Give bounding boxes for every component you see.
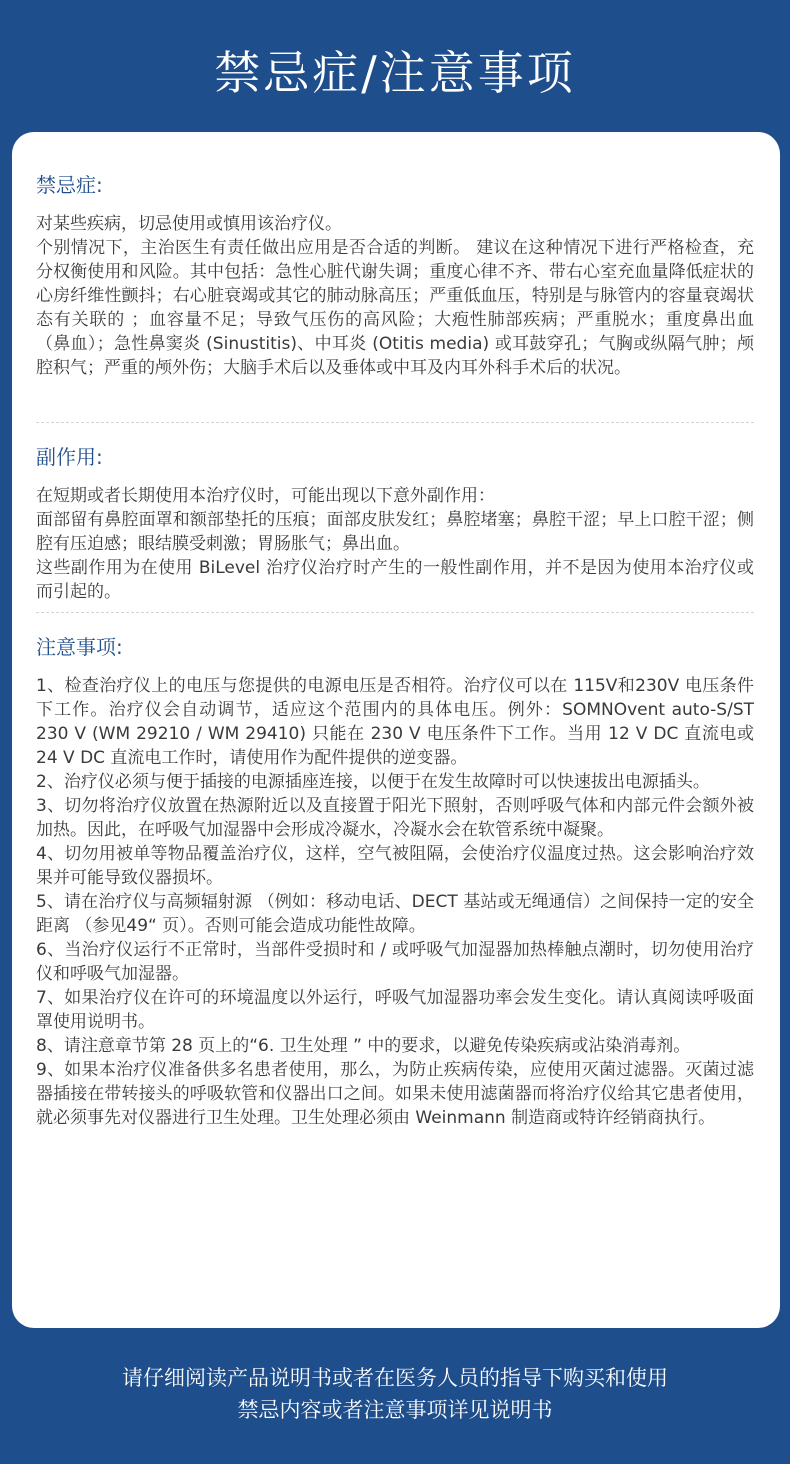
footer-note [0, 1362, 790, 1426]
footer-line: 请仔细阅读产品说明书或者在医务人员的指导下购买和使用 [122, 1366, 668, 1390]
precaution-item: 1、检查治疗仪上的电压与您提供的电源电压是否相符。治疗仪可以在 115V和230V 电压条件下工作。治疗仪会自动调节，适应这个范围内的具体电压。例外：SOMNOvent auto-S/ST 230 V (WM 29210 / WM 29410) 只能在 230 V 电压条件下工作。当用 12 V DC 直流电或 24 V DC 直流电工作时，请使用作为配件提供的逆变器。 [36, 676, 754, 768]
contraindications-title: 禁忌症: [36, 173, 103, 197]
side-effects-paragraph: 面部留有鼻腔面罩和额部垫托的压痕；面部皮肤发红；鼻腔堵塞；鼻腔干涩；早上口腔干涩；侧腔有压迫感；眼结膜受刺激；胃肠胀气；鼻出血。 [36, 510, 754, 554]
footer-line: 禁忌内容或者注意事项详见说明书 [237, 1398, 553, 1422]
side-effects-paragraph: 在短期或者长期使用本治疗仪时，可能出现以下意外副作用： [36, 486, 495, 506]
contraindications-paragraph: 个别情况下，主治医生有责任做出应用是否合适的判断。 建议在这种情况下进行严格检查，充分权衡使用和风险。其中包括：急性心脏代谢失调；重度心律不齐、带右心室充血量降低症状的心房纤维性颤抖；右心脏衰竭或其它的肺动脉高压；严重低血压，特别是与脉管内的容量衰竭状态有关联的 ；血容量不足；导致气压伤的高风险；大疱性肺部疾病；严重脱水；重度鼻出血 （鼻血）；急性鼻窦炎 (Sinustitis)、中耳炎 (Otitis media) 或耳鼓穿孔；气胸或纵隔气肿；颅腔积气；严重的颅外伤；大脑手术后以及垂体或中耳及内耳外科手术后的状况。 [36, 238, 754, 378]
section-divider [36, 422, 754, 423]
content-card [12, 132, 780, 1328]
precaution-item: 8、请注意章节第 28 页上的“6. 卫生处理 ” 中的要求，以避免传染疾病或沾染消毒剂。 [36, 1036, 691, 1056]
side-effects-paragraph: 这些副作用为在使用 BiLevel 治疗仪治疗时产生的一般性副作用，并不是因为使用本治疗仪或而引起的。 [36, 558, 754, 602]
side-effects-section [36, 442, 754, 604]
precaution-item: 6、当治疗仪运行不正常时，当部件受损时和 / 或呼吸气加湿器加热棒触点潮时，切勿使用治疗仪和呼吸气加湿器。 [36, 940, 754, 984]
precaution-item: 4、切勿用被单等物品覆盖治疗仪，这样，空气被阻隔，会使治疗仪温度过热。这会影响治疗效果并可能导致仪器损坏。 [36, 844, 754, 888]
precaution-item: 7、如果治疗仪在许可的环境温度以外运行，呼吸气加湿器功率会发生变化。请认真阅读呼吸面罩使用说明书。 [36, 988, 754, 1032]
precaution-item: 3、切勿将治疗仪放置在热源附近以及直接置于阳光下照射，否则呼吸气体和内部元件会额外被加热。因此，在呼吸气加湿器中会形成冷凝水，冷凝水会在软管系统中凝聚。 [36, 796, 754, 840]
contraindications-paragraph: 对某些疾病，切忌使用或慎用该治疗仪。 [36, 214, 342, 234]
contraindications-section [36, 170, 754, 380]
page-title: 禁忌症/注意事项 [214, 46, 576, 100]
precautions-title: 注意事项: [36, 635, 123, 659]
section-divider [36, 612, 754, 613]
precaution-item: 9、如果本治疗仪准备供多名患者使用，那么，为防止疾病传染，应使用灭菌过滤器。灭菌过滤器插接在带转接头的呼吸软管和仪器出口之间。如果未使用滤菌器而将治疗仪给其它患者使用，就必须事先对仪器进行卫生处理。卫生处理必须由 Weinmann 制造商或特许经销商执行。 [36, 1060, 754, 1128]
precaution-item: 5、请在治疗仪与高频辐射源 （例如：移动电话、DECT 基站或无绳通信）之间保持一定的安全距离 （参见49“ 页）。否则可能会造成功能性故障。 [36, 892, 754, 936]
side-effects-title: 副作用: [36, 445, 103, 469]
precautions-section [36, 632, 754, 1130]
precaution-item: 2、治疗仪必须与便于插接的电源插座连接，以便于在发生故障时可以快速拔出电源插头。 [36, 772, 710, 792]
